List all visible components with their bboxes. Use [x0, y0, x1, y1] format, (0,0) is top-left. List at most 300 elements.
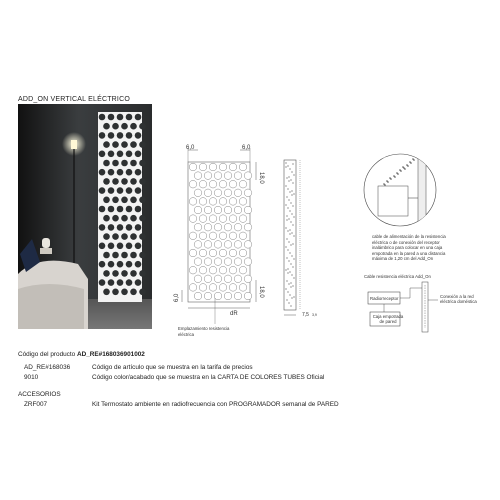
radiator-hole — [108, 114, 115, 121]
radiator-hole — [117, 206, 124, 213]
radiator-hole — [117, 243, 124, 250]
radiator-hole — [108, 224, 115, 231]
radiator-hole — [112, 197, 119, 204]
pattern-circle — [219, 180, 227, 188]
radiator-hole — [112, 252, 119, 259]
side-dot — [288, 241, 289, 242]
side-dot — [289, 191, 290, 192]
emplacement-label: Emplazamiento resistencia eléctrica — [178, 326, 230, 337]
side-dot — [285, 204, 286, 205]
side-dot — [286, 177, 287, 178]
radiator-hole — [139, 160, 146, 167]
side-dot — [293, 235, 294, 236]
side-dot — [290, 244, 291, 245]
detail-dot — [379, 155, 381, 157]
pattern-circle — [209, 249, 217, 257]
info-row — [24, 374, 38, 381]
product-code-line — [18, 351, 145, 358]
radiator-hole — [99, 261, 106, 268]
radiator-hole — [139, 233, 146, 240]
radiator-hole — [99, 132, 106, 139]
radiator-hole — [117, 279, 124, 286]
pattern-circle — [214, 258, 222, 266]
radiator-hole — [121, 141, 128, 148]
pattern-circle — [209, 215, 217, 223]
pattern-circle — [224, 189, 232, 197]
side-dot — [292, 266, 293, 267]
pattern-circle — [199, 266, 207, 274]
pattern-circle — [189, 180, 197, 188]
pattern-circle — [209, 266, 217, 274]
side-dot — [287, 272, 288, 273]
radiator-hole — [112, 289, 119, 296]
pattern-circle — [189, 198, 197, 206]
radiator-hole — [126, 151, 133, 158]
radiator-hole — [135, 279, 142, 286]
pattern-circle — [214, 172, 222, 180]
pattern-circle — [199, 163, 207, 171]
radiator-hole — [99, 114, 106, 121]
side-dot — [287, 165, 288, 166]
radiator-hole — [121, 160, 128, 167]
side-dot — [288, 260, 289, 261]
side-view-drawing — [278, 150, 318, 330]
side-dot — [289, 252, 290, 253]
pattern-circle — [219, 198, 227, 206]
side-dot — [289, 271, 290, 272]
side-dot — [286, 257, 287, 258]
radiator-hole — [135, 243, 142, 250]
radiator-hole — [130, 141, 137, 148]
radiator-hole — [103, 141, 110, 148]
detail-dot — [380, 156, 382, 158]
radiator-hole — [103, 178, 110, 185]
pattern-circle — [224, 223, 232, 231]
side-dot — [293, 174, 294, 175]
side-dot — [287, 207, 288, 208]
radiator-hole — [130, 233, 137, 240]
radiator-hole — [99, 279, 106, 286]
side-dot — [292, 243, 293, 244]
radiator-hole — [121, 233, 128, 240]
radiator-hole — [130, 289, 137, 296]
side-dot — [293, 258, 294, 259]
radiator-hole — [135, 261, 142, 268]
radiator-hole — [103, 270, 110, 277]
radiator-hole — [99, 187, 106, 194]
radiator-hole — [103, 160, 110, 167]
pattern-circle — [244, 189, 252, 197]
pattern-circle — [244, 241, 252, 249]
pattern-circle — [229, 232, 237, 240]
pattern-circle — [194, 275, 202, 283]
receiver-label: Radiorreceptor — [370, 296, 399, 301]
radiator-hole — [117, 224, 124, 231]
detail-dot — [384, 184, 386, 186]
pattern-circle — [219, 232, 227, 240]
side-dot — [291, 255, 292, 256]
pattern-circle — [229, 198, 237, 206]
pattern-circle — [239, 215, 247, 223]
pattern-circle — [229, 266, 237, 274]
radiator-hole — [117, 187, 124, 194]
pattern-circle — [239, 284, 247, 292]
side-dim-sub: 3,9 — [312, 313, 317, 317]
wiring-diagram — [348, 270, 488, 340]
radiator-hole — [135, 132, 142, 139]
side-dot — [291, 213, 292, 214]
radiator-hole — [112, 233, 119, 240]
radiator-hole — [135, 114, 142, 121]
radiator-hole — [108, 261, 115, 268]
box-label: Caja empotrada de pared — [372, 314, 404, 325]
pattern-circle — [189, 232, 197, 240]
pattern-circle — [209, 163, 217, 171]
side-dot — [285, 227, 286, 228]
radiator-hole — [139, 270, 146, 277]
radiator-hole — [126, 206, 133, 213]
pattern-circle — [234, 241, 242, 249]
radiator-hole — [121, 197, 128, 204]
pattern-circle — [204, 275, 212, 283]
pattern-circle — [229, 284, 237, 292]
side-dot — [293, 193, 294, 194]
pattern-circle — [214, 189, 222, 197]
side-dot — [290, 263, 291, 264]
pattern-circle — [234, 206, 242, 214]
radiator-hole — [126, 169, 133, 176]
detail-dot — [397, 173, 399, 175]
detail-dot — [413, 159, 415, 161]
radiator-hole — [108, 151, 115, 158]
radiator-hole — [103, 123, 110, 130]
grid-label: Conexión a la red eléctrica doméstica — [440, 294, 477, 305]
radiator-hole — [139, 123, 146, 130]
accessories-heading: ACCESORIOS — [18, 391, 61, 398]
radiator-hole — [130, 215, 137, 222]
detail-dot — [387, 181, 389, 183]
side-dot — [289, 294, 290, 295]
dim-top-left: 6,0 — [186, 145, 195, 151]
pattern-circle — [219, 266, 227, 274]
radiator-hole — [126, 132, 133, 139]
pattern-circle — [189, 249, 197, 257]
side-dim: 7,5 — [302, 312, 309, 318]
side-dot — [286, 215, 287, 216]
pattern-circle — [234, 172, 242, 180]
side-dot — [292, 205, 293, 206]
radiator-hole — [112, 141, 119, 148]
radiator-hole — [103, 197, 110, 204]
side-dot — [288, 199, 289, 200]
radiator-hole — [99, 206, 106, 213]
radiator-hole — [135, 187, 142, 194]
pattern-circle — [194, 258, 202, 266]
radiator-hole — [108, 279, 115, 286]
pattern-circle — [209, 198, 217, 206]
pattern-circle — [224, 241, 232, 249]
info-row-desc: Código de artículo que se muestra en la tarifa de precios — [92, 364, 253, 371]
pattern-circle — [214, 292, 222, 300]
side-dot — [285, 162, 286, 163]
radiator-hole — [103, 252, 110, 259]
pattern-circle — [219, 284, 227, 292]
side-dot — [285, 166, 286, 167]
pattern-circle — [189, 284, 197, 292]
radiator-hole — [99, 224, 106, 231]
info-row-key: AD_RE#168036 — [24, 364, 71, 371]
detail-dot — [400, 170, 402, 172]
pattern-circle — [234, 189, 242, 197]
side-dot — [290, 286, 291, 287]
detail-circle — [360, 150, 440, 230]
radiator-hole — [117, 169, 124, 176]
side-dot — [285, 288, 286, 289]
info-row — [24, 364, 70, 371]
side-dot — [288, 218, 289, 219]
pattern-circle — [199, 232, 207, 240]
side-dot — [287, 291, 288, 292]
pattern-circle — [234, 275, 242, 283]
side-dot — [286, 238, 287, 239]
radiator-hole — [126, 279, 133, 286]
front-view-drawing — [170, 140, 280, 340]
side-dot — [288, 176, 289, 177]
detail-note: cable de alimentación de la resistencia eléctrica o de conexión del receptor inalámbrico para colocar en una caja empotrada en la pared a una distancia máxima de 1,20 cm del Add_On — [372, 234, 446, 262]
pattern-circle — [204, 189, 212, 197]
radiator-hole — [130, 123, 137, 130]
pattern-circle — [234, 258, 242, 266]
pattern-circle — [209, 232, 217, 240]
radiator-hole — [139, 178, 146, 185]
pattern-circle — [224, 172, 232, 180]
pattern-circle — [199, 198, 207, 206]
side-dot — [285, 185, 286, 186]
radiator-hole — [112, 270, 119, 277]
radiator-hole — [135, 169, 142, 176]
pattern-circle — [229, 215, 237, 223]
radiator-hole — [126, 187, 133, 194]
side-dot — [285, 269, 286, 270]
pattern-circle — [239, 232, 247, 240]
radiator-hole — [130, 270, 137, 277]
side-dot — [290, 282, 291, 283]
pattern-circle — [224, 258, 232, 266]
radiator-hole — [108, 187, 115, 194]
pattern-circle — [199, 249, 207, 257]
radiator-hole — [112, 178, 119, 185]
pattern-circle — [229, 180, 237, 188]
pattern-circle — [204, 258, 212, 266]
side-dot — [291, 171, 292, 172]
pattern-circle — [204, 241, 212, 249]
product-photo — [18, 104, 152, 329]
side-dot — [291, 232, 292, 233]
radiator-hole — [139, 197, 146, 204]
radiator-hole — [121, 252, 128, 259]
radiator-hole — [117, 151, 124, 158]
pattern-circle — [199, 284, 207, 292]
side-dot — [291, 274, 292, 275]
pattern-circle — [219, 249, 227, 257]
radiator-hole — [108, 243, 115, 250]
side-dot — [292, 285, 293, 286]
side-dot — [290, 202, 291, 203]
side-dot — [286, 299, 287, 300]
radiator-hole — [130, 160, 137, 167]
radiator-hole — [126, 243, 133, 250]
radiator-hole — [139, 289, 146, 296]
radiator-hole — [103, 215, 110, 222]
radiator-hole — [112, 160, 119, 167]
radiator-hole — [130, 252, 137, 259]
radiator-hole — [121, 215, 128, 222]
pattern-circle — [194, 189, 202, 197]
pattern-circle — [199, 180, 207, 188]
pattern-circle — [244, 172, 252, 180]
side-dot — [289, 229, 290, 230]
radiator-hole — [99, 151, 106, 158]
radiator-hole — [126, 261, 133, 268]
pattern-circle — [214, 223, 222, 231]
detail-dot — [407, 165, 409, 167]
radiator-hole — [121, 270, 128, 277]
pattern-circle — [204, 172, 212, 180]
side-dot — [285, 246, 286, 247]
radiator-hole — [112, 123, 119, 130]
pattern-circle — [204, 206, 212, 214]
accessory-desc: Kit Termostato ambiente en radiofrecuencia con PROGRAMADOR semanal de PARED — [92, 401, 339, 408]
side-dot — [286, 196, 287, 197]
radiator-hole — [99, 243, 106, 250]
pattern-circle — [189, 163, 197, 171]
pattern-circle — [219, 215, 227, 223]
side-dot — [293, 296, 294, 297]
info-row-desc: Código color/acabado que se muestra en la CARTA DE COLORES TUBES Oficial — [92, 374, 325, 381]
detail-dot — [404, 168, 406, 170]
side-dot — [288, 180, 289, 181]
product-code-label: Código del producto — [18, 351, 76, 358]
detail-dot — [390, 178, 392, 180]
side-dot — [290, 221, 291, 222]
pattern-circle — [204, 223, 212, 231]
pattern-circle — [229, 249, 237, 257]
radiator-hole — [103, 289, 110, 296]
radiator-hole — [112, 215, 119, 222]
dim-right-top: 18,0 — [258, 172, 264, 184]
radiator-hole — [117, 114, 124, 121]
pattern-circle — [194, 292, 202, 300]
pattern-circle — [194, 223, 202, 231]
pattern-circle — [214, 241, 222, 249]
pattern-circle — [244, 206, 252, 214]
pattern-circle — [194, 172, 202, 180]
side-dot — [289, 233, 290, 234]
pattern-circle — [209, 284, 217, 292]
radiator-hole — [108, 206, 115, 213]
dim-bottom: dR — [230, 311, 238, 317]
pattern-circle — [234, 223, 242, 231]
side-dot — [291, 297, 292, 298]
side-dot — [293, 277, 294, 278]
pattern-circle — [199, 215, 207, 223]
pattern-circle — [214, 275, 222, 283]
pattern-circle — [234, 292, 242, 300]
side-dot — [290, 305, 291, 306]
pattern-circle — [209, 180, 217, 188]
side-dot — [292, 224, 293, 225]
side-dot — [292, 163, 293, 164]
pattern-circle — [224, 206, 232, 214]
radiator-hole — [103, 233, 110, 240]
pattern-circle — [244, 292, 252, 300]
dim-left-bottom: 6,0 — [174, 293, 180, 302]
radiator-hole — [135, 206, 142, 213]
dim-top-right: 6,0 — [242, 145, 251, 151]
pattern-circle — [214, 206, 222, 214]
pattern-circle — [239, 249, 247, 257]
radiator-hole — [130, 178, 137, 185]
pattern-circle — [244, 223, 252, 231]
pattern-circle — [189, 266, 197, 274]
radiator-hole — [121, 178, 128, 185]
radiator-hole — [108, 132, 115, 139]
side-dot — [287, 230, 288, 231]
radiator-hole — [130, 197, 137, 204]
pattern-circle — [194, 206, 202, 214]
side-dot — [287, 268, 288, 269]
side-dot — [291, 190, 292, 191]
pattern-circle — [224, 275, 232, 283]
radiator-hole — [108, 169, 115, 176]
side-dot — [291, 194, 292, 195]
side-dot — [290, 179, 291, 180]
pattern-circle — [204, 292, 212, 300]
side-dot — [286, 219, 287, 220]
radiator-hole — [121, 289, 128, 296]
product-code-value: AD_RE#168036901002 — [76, 351, 145, 358]
side-dot — [287, 249, 288, 250]
radiator-hole — [135, 151, 142, 158]
side-dot — [288, 283, 289, 284]
side-dot — [288, 302, 289, 303]
radiator-hole — [126, 114, 133, 121]
accessory-key: ZRF007 — [24, 401, 48, 408]
dim-right-bottom: 18,0 — [258, 286, 264, 298]
pattern-circle — [224, 292, 232, 300]
radiator-hole — [121, 123, 128, 130]
pattern-circle — [239, 266, 247, 274]
pattern-circle — [244, 275, 252, 283]
section-title: ADD_ON VERTICAL ELÉCTRICO — [18, 96, 130, 103]
side-dot — [289, 210, 290, 211]
pattern-circle — [194, 241, 202, 249]
pattern-circle — [239, 180, 247, 188]
pattern-circle — [189, 215, 197, 223]
side-dot — [287, 188, 288, 189]
radiator-hole — [139, 141, 146, 148]
radiator-hole — [99, 169, 106, 176]
radiator-hole — [135, 224, 142, 231]
pattern-circle — [244, 258, 252, 266]
radiator-hole — [117, 132, 124, 139]
side-dot — [293, 216, 294, 217]
side-dot — [286, 280, 287, 281]
info-row-key: 9010 — [24, 374, 39, 381]
radiator-hole — [126, 224, 133, 231]
radiator-hole — [117, 261, 124, 268]
side-dot — [289, 168, 290, 169]
